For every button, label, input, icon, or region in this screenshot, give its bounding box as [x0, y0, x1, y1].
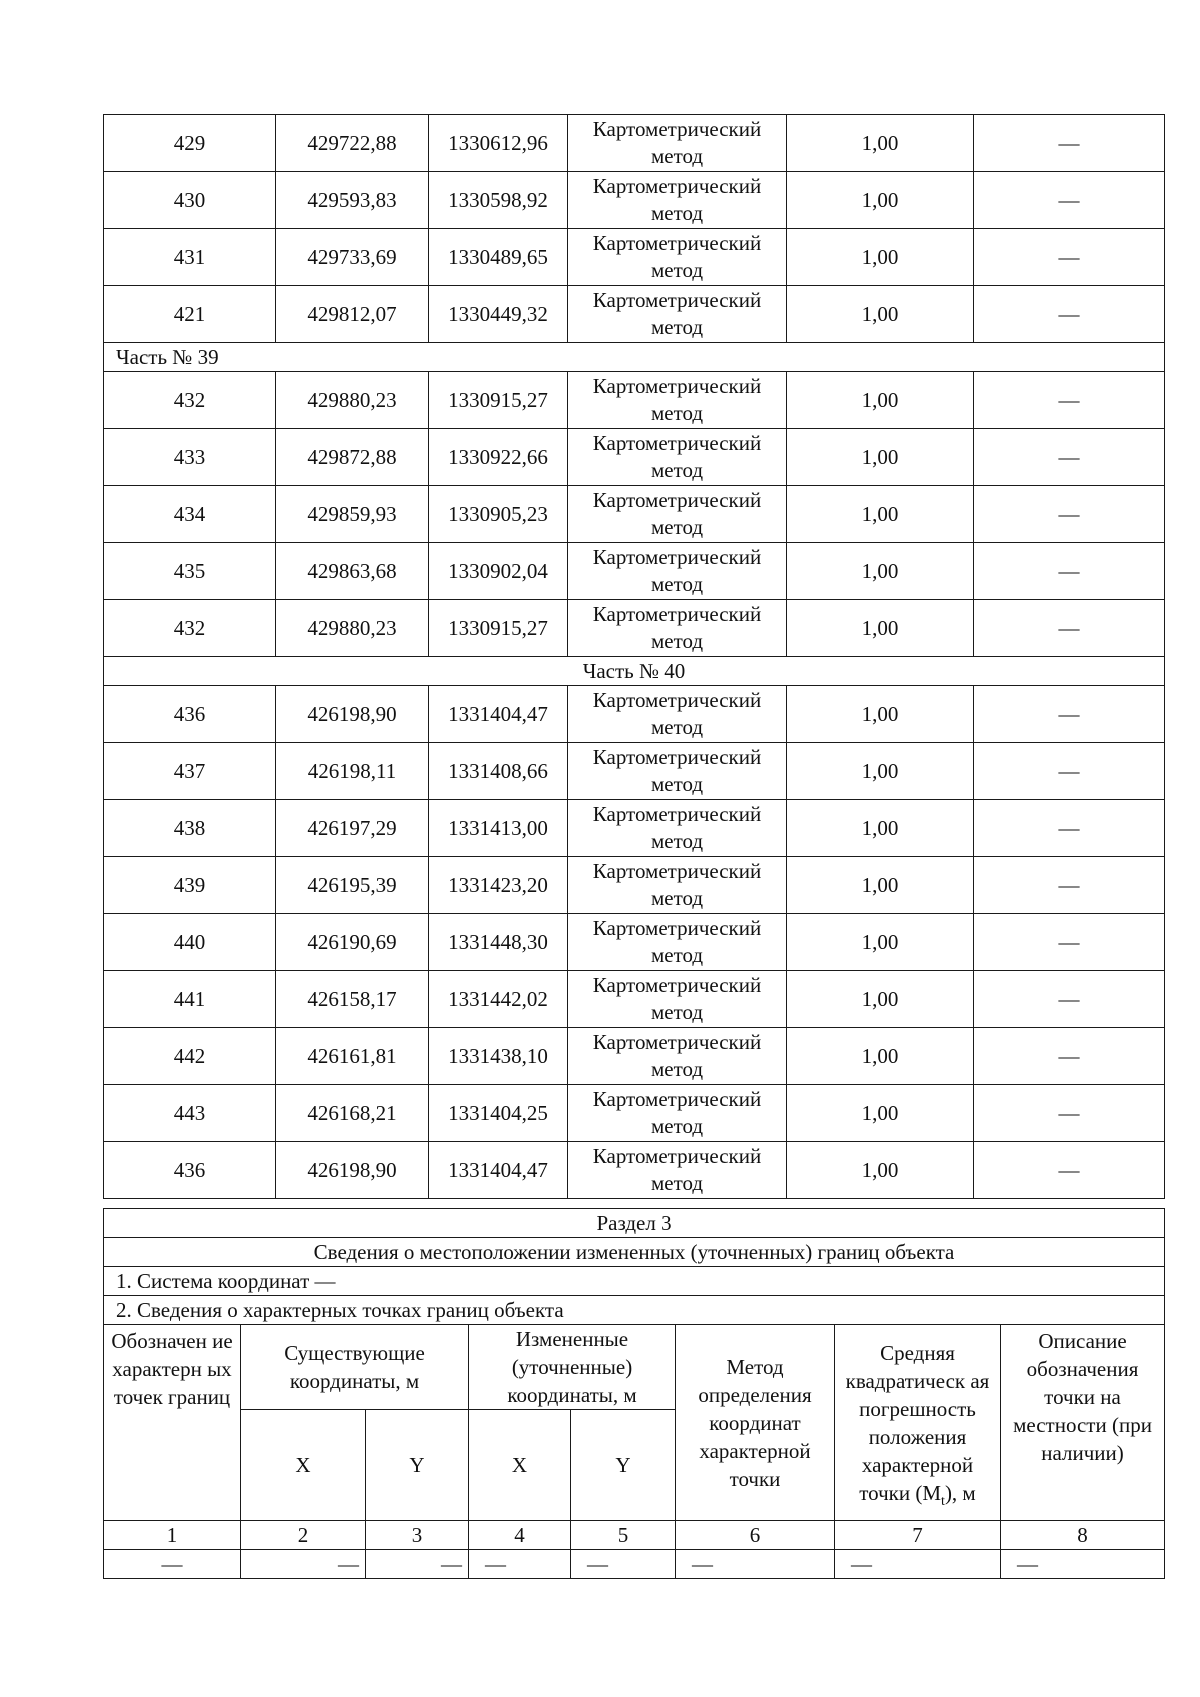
description: —: [974, 857, 1165, 914]
accuracy: 1,00: [787, 229, 974, 286]
point-number: 421: [104, 286, 276, 343]
coord-y: 1331423,20: [429, 857, 568, 914]
description: —: [974, 971, 1165, 1028]
point-number: 433: [104, 429, 276, 486]
header-existing-y: Y: [366, 1410, 469, 1521]
point-number: 436: [104, 686, 276, 743]
coord-y: 1330489,65: [429, 229, 568, 286]
accuracy: 1,00: [787, 543, 974, 600]
accuracy: 1,00: [787, 372, 974, 429]
coord-x: 429863,68: [276, 543, 429, 600]
point-number: 440: [104, 914, 276, 971]
header-method: Метод определения координат характерной точки: [676, 1325, 835, 1521]
accuracy: 1,00: [787, 1142, 974, 1199]
coord-x: 429880,23: [276, 372, 429, 429]
table-row: [104, 486, 1165, 543]
method: Картометрический метод: [568, 1028, 787, 1085]
coord-x: 429593,83: [276, 172, 429, 229]
method: Картометрический метод: [568, 372, 787, 429]
point-number: 434: [104, 486, 276, 543]
coord-y: 1330902,04: [429, 543, 568, 600]
table-row: [104, 372, 1165, 429]
description: —: [974, 486, 1165, 543]
coord-x: 426198,90: [276, 1142, 429, 1199]
coord-y: 1331438,10: [429, 1028, 568, 1085]
table-row: [104, 1085, 1165, 1142]
point-number: 435: [104, 543, 276, 600]
point-number: 431: [104, 229, 276, 286]
coord-x: 429812,07: [276, 286, 429, 343]
method: Картометрический метод: [568, 1142, 787, 1199]
coord-y: 1331408,66: [429, 743, 568, 800]
method: Картометрический метод: [568, 543, 787, 600]
point-number: 432: [104, 600, 276, 657]
coord-x: 426158,17: [276, 971, 429, 1028]
coord-x: 429859,93: [276, 486, 429, 543]
header-changed-coords: Измененные (уточненные) координаты, м: [469, 1325, 676, 1410]
table-row: [104, 857, 1165, 914]
col-number: 2: [241, 1521, 366, 1550]
coord-y: 1330598,92: [429, 172, 568, 229]
coord-x: 429733,69: [276, 229, 429, 286]
accuracy: 1,00: [787, 429, 974, 486]
point-number: 432: [104, 372, 276, 429]
description: —: [974, 743, 1165, 800]
value-cell: —: [835, 1550, 1001, 1579]
table-row: [104, 115, 1165, 172]
part-label: Часть № 40: [104, 657, 1165, 686]
point-number: 436: [104, 1142, 276, 1199]
coord-y: 1331448,30: [429, 914, 568, 971]
value-cell: —: [676, 1550, 835, 1579]
col-number: 3: [366, 1521, 469, 1550]
method: Картометрический метод: [568, 971, 787, 1028]
method: Картометрический метод: [568, 800, 787, 857]
coord-y: 1331442,02: [429, 971, 568, 1028]
description: —: [974, 229, 1165, 286]
description: —: [974, 172, 1165, 229]
col-number: 7: [835, 1521, 1001, 1550]
table-row: [104, 800, 1165, 857]
description: —: [974, 115, 1165, 172]
value-cell: —: [1001, 1550, 1165, 1579]
section3-subtitle: Сведения о местоположении измененных (уточненных) границ объекта: [104, 1238, 1165, 1267]
accuracy: 1,00: [787, 857, 974, 914]
accuracy: 1,00: [787, 600, 974, 657]
coord-y: 1330922,66: [429, 429, 568, 486]
accuracy: 1,00: [787, 686, 974, 743]
value-cell: —: [104, 1550, 241, 1579]
coord-x: 429722,88: [276, 115, 429, 172]
coord-x: 426190,69: [276, 914, 429, 971]
description: —: [974, 600, 1165, 657]
method: Картометрический метод: [568, 229, 787, 286]
accuracy: 1,00: [787, 115, 974, 172]
coord-y: 1330449,32: [429, 286, 568, 343]
coord-x: 426197,29: [276, 800, 429, 857]
point-number: 429: [104, 115, 276, 172]
description: —: [974, 1085, 1165, 1142]
coord-y: 1330915,27: [429, 600, 568, 657]
col-number: 6: [676, 1521, 835, 1550]
description: —: [974, 800, 1165, 857]
description: —: [974, 1028, 1165, 1085]
method: Картометрический метод: [568, 600, 787, 657]
col-number: 8: [1001, 1521, 1165, 1550]
table-row: [104, 971, 1165, 1028]
table-row: [104, 543, 1165, 600]
method: Картометрический метод: [568, 115, 787, 172]
method: Картометрический метод: [568, 743, 787, 800]
description: —: [974, 686, 1165, 743]
accuracy: 1,00: [787, 800, 974, 857]
table-row: [104, 172, 1165, 229]
point-number: 442: [104, 1028, 276, 1085]
coord-system-line: 1. Система координат —: [104, 1267, 1165, 1296]
header-existing-x: X: [241, 1410, 366, 1521]
description: —: [974, 914, 1165, 971]
accuracy: 1,00: [787, 1028, 974, 1085]
description: —: [974, 543, 1165, 600]
method: Картометрический метод: [568, 857, 787, 914]
description: —: [974, 372, 1165, 429]
point-number: 441: [104, 971, 276, 1028]
coord-y: 1331413,00: [429, 800, 568, 857]
description: —: [974, 429, 1165, 486]
accuracy: 1,00: [787, 1085, 974, 1142]
coord-x: 426198,90: [276, 686, 429, 743]
coord-y: 1331404,47: [429, 1142, 568, 1199]
table-row: [104, 600, 1165, 657]
coord-x: 426161,81: [276, 1028, 429, 1085]
part-label: Часть № 39: [104, 343, 1165, 372]
method: Картометрический метод: [568, 1085, 787, 1142]
point-number: 439: [104, 857, 276, 914]
coordinates-table: [103, 114, 1165, 1199]
table-row: [104, 743, 1165, 800]
description: —: [974, 286, 1165, 343]
point-number: 437: [104, 743, 276, 800]
point-number: 438: [104, 800, 276, 857]
method: Картометрический метод: [568, 429, 787, 486]
method: Картометрический метод: [568, 286, 787, 343]
col-number: 1: [104, 1521, 241, 1550]
col-number: 4: [469, 1521, 571, 1550]
point-number: 430: [104, 172, 276, 229]
accuracy: 1,00: [787, 743, 974, 800]
coord-x: 426198,11: [276, 743, 429, 800]
coord-y: 1331404,25: [429, 1085, 568, 1142]
point-number: 443: [104, 1085, 276, 1142]
table-row: [104, 286, 1165, 343]
header-point-designation: Обозначен ие характерн ых точек границ: [104, 1325, 241, 1521]
value-cell: —: [366, 1550, 469, 1579]
table-row: [104, 1142, 1165, 1199]
header-accuracy: Средняя квадратическ ая погрешность положения характерной точки $(M_t)$, м: [835, 1325, 1001, 1521]
table-row: [104, 229, 1165, 286]
part-header-row: [104, 657, 1165, 686]
boundary-points-line: 2. Сведения о характерных точках границ объекта: [104, 1296, 1165, 1325]
header-changed-y: Y: [571, 1410, 676, 1521]
table-row: [104, 1028, 1165, 1085]
coord-y: 1330905,23: [429, 486, 568, 543]
description: —: [974, 1142, 1165, 1199]
coord-y: 1330915,27: [429, 372, 568, 429]
value-cell: —: [241, 1550, 366, 1579]
accuracy: 1,00: [787, 486, 974, 543]
section3-title: Раздел 3: [104, 1209, 1165, 1238]
coord-x: 429880,23: [276, 600, 429, 657]
accuracy: 1,00: [787, 172, 974, 229]
table-row: [104, 914, 1165, 971]
header-changed-x: X: [469, 1410, 571, 1521]
value-cell: —: [469, 1550, 571, 1579]
accuracy: 1,00: [787, 914, 974, 971]
header-description: Описание обозначения точки на местности (при наличии): [1001, 1325, 1165, 1521]
accuracy: 1,00: [787, 286, 974, 343]
header-existing-coords: Существующие координаты, м: [241, 1325, 469, 1410]
value-cell: —: [571, 1550, 676, 1579]
method: Картометрический метод: [568, 686, 787, 743]
table-row: [104, 686, 1165, 743]
method: Картометрический метод: [568, 486, 787, 543]
coord-x: 426195,39: [276, 857, 429, 914]
coord-x: 429872,88: [276, 429, 429, 486]
coord-y: 1331404,47: [429, 686, 568, 743]
coord-y: 1330612,96: [429, 115, 568, 172]
table-row: [104, 429, 1165, 486]
method: Картометрический метод: [568, 914, 787, 971]
coord-x: 426168,21: [276, 1085, 429, 1142]
col-number: 5: [571, 1521, 676, 1550]
section3-table: [103, 1208, 1165, 1579]
accuracy: 1,00: [787, 971, 974, 1028]
method: Картометрический метод: [568, 172, 787, 229]
part-header-row: [104, 343, 1165, 372]
